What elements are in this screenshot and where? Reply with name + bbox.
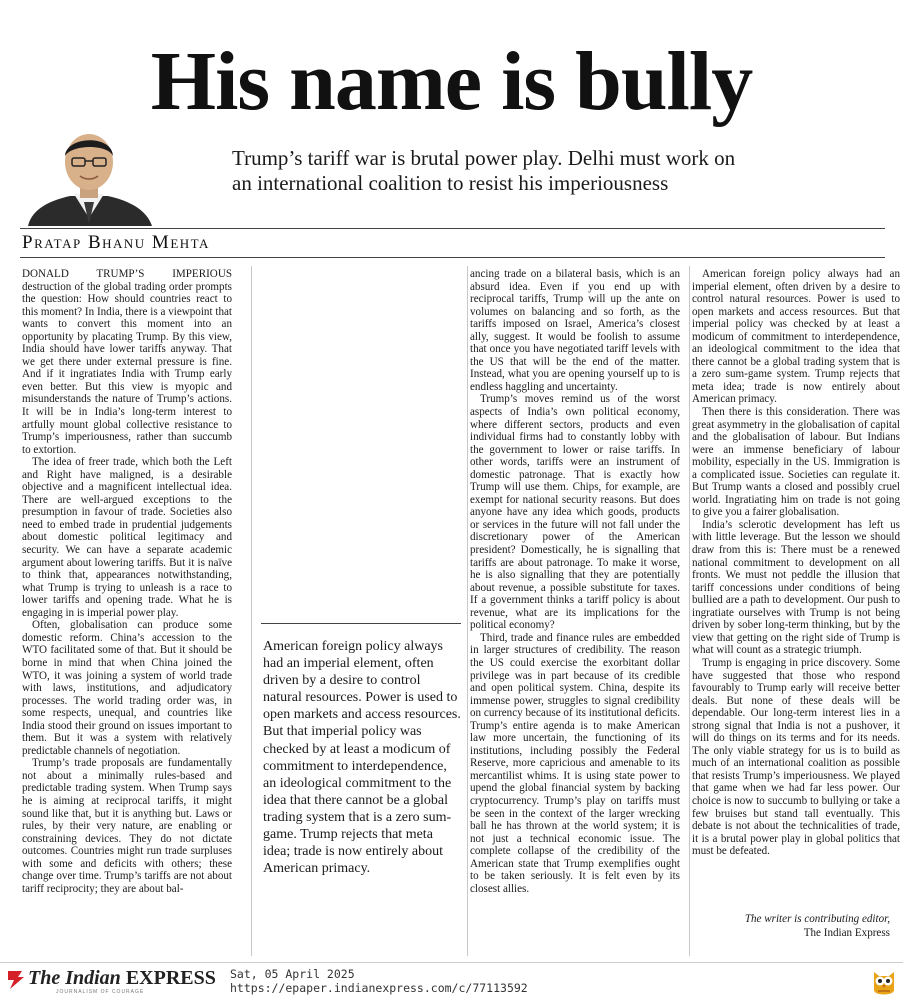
column-divider: [689, 266, 690, 956]
pullquote-rule: [261, 623, 461, 624]
owl-mascot-icon[interactable]: [870, 966, 898, 998]
signoff-publication: The Indian Express: [803, 927, 890, 939]
paragraph: Third, trade and finance rules are embedded in larger structures of credibility. The reason the US could exercise the exorbitant dollar privilege was in part because of its credible and open political system. China, despite its immense power, struggles to signal credibility on currency because of its institutional deficits. Trump’s entire agenda is to make American law more uncertain, the functioning of its institutions, including possibly the Federal Reserve, more capricious and amenable to its mercantilist whims. It is using state power to upend the global financial system by backing cryptocurrency. Trump’s play on tariffs must be seen in the context of the larger wrecking ball he has thrown at the world system; it is not just a technical economic issue. The complete collapse of the credibility of the American state that Trump exemplifies ought to be taken seriously. It is felt even by its closest allies.: [470, 631, 680, 895]
paragraph: The idea of freer trade, which both the Left and Right have maligned, is a desirable objective and a magnificent intellectual idea. There are well-argued exceptions to the presumption in favour of trade. Societies also need to embed trade in prudential judgements about domestic political legitimacy and security. We can have a separate academic argument about lowering tariffs. But it is naïve to think that, appearances notwithstanding, what Trump is trying to unleash is a race to lower tariffs and opening trade. What he is engaging in is imperial power play.: [22, 456, 232, 619]
paragraph: Trump’s moves remind us of the worst aspects of India’s own political economy, where different sectors, products and even individual firms had to constantly lobby with the government to lower or raise tariffs. In other words, tariffs were an instrument of domestic patronage. That is exactly how Trump will use them. Chips, for example, are exempt for national security reasons. But does anyone have any idea which goods, products or services in the future will not fall under the discretionary power of the American president? Domestically, he is signalling that tariffs are about patronage. To make it worse, he is also signalling that they are potentially about revenue, a possible substitute for taxes. If a government thinks a tariff policy is about revenue, what are its implications for the political economy?: [470, 393, 680, 632]
paragraph: American foreign policy always had an imperial element, often driven by a desire to control natural resources. Power is used to open markets and access resources. But that imperial policy was checked by at least a modicum of commitment to interdependence, an ideological commitment to the idea that there cannot be a global trading system that is a zero sum-game system. Trump rejects that meta idea; trade is now entirely about American primacy.: [692, 268, 900, 406]
logo-main: EXPRESS: [125, 967, 216, 989]
paragraph: India’s sclerotic development has left us with little leverage. But the lesson we should draw from this is: There must be a renewed national commitment to development on all fronts. We must not peddle the illusion that tariff concessions under conditions of being bullied are a path to development. Our push to ingratiate ourselves with Trump is not being driven by sober long-term thinking, but by the view that getting on the right side of Trump is what will count as a strategic triumph.: [692, 518, 900, 657]
article-column-3: [470, 268, 680, 895]
logo-tagline: JOURNALISM OF COURAGE: [56, 989, 145, 995]
edition-date: Sat, 05 April 2025: [230, 967, 355, 981]
byline: Pratap Bhanu Mehta: [22, 232, 210, 253]
byline-top-rule: [20, 228, 885, 229]
pullquote: American foreign policy always had an imperial element, often driven by a desire to control natural resources. Power is used to open markets and access resources. But that imperial policy was checked by at least a modicum of commitment to interdependence, an ideological commitment to the idea that there cannot be a global trading system that is a zero sum-game. Trump rejects that meta idea; trade is now entirely about American primacy.: [263, 639, 461, 877]
headline: His name is bully: [150, 35, 753, 128]
paragraph: Then there is this consideration. There was great asymmetry in the globalisation of capital and the globalisation of labour. But Indians were an immense beneficiary of labour mobility, especially in the US. Immigration is a complicated issue. Societies can regulate it. But Trump wants a closed and possibly cruel world. Ingratiating him on trade is not going to give you a fairer globalisation.: [692, 406, 900, 519]
column-divider: [467, 266, 468, 956]
logo-prefix: The Indian: [28, 967, 126, 989]
column-divider: [251, 266, 252, 956]
express-logo-icon: [6, 967, 26, 991]
article-deck: Trump’s tariff war is brutal power play. Delhi must work on an international coalition to resist his imperiousness: [232, 146, 736, 195]
paragraph: ancing trade on a bilateral basis, which is an absurd idea. Even if you end up with reciprocal tariffs, Trump will up the ante on volumes on balancing and so forth, as the tariffs imposed on Israel, America’s closest ally, suggest. It would be foolish to assume that once you have negotiated tariff levels with the US that will be the end of the matter. Instead, what you are opening yourself up to is endless haggling and uncertainty.: [470, 268, 680, 393]
edition-meta: [230, 967, 528, 995]
article-column-4: [692, 268, 900, 858]
author-portrait: [22, 128, 156, 226]
publication-logo[interactable]: [6, 967, 216, 995]
paragraph: Trump is engaging in price discovery. Some have suggested that those who respond favourably to Trump early will receive better deals. But none of these deals will be dependable. Our long-term interest lies in a strong signal that India is not a pushover, it will do things on its terms and for its needs. The only viable strategy for us is to build as much of an international coalition as possible that resists Trump’s imperiousness. We played that game when we had far less power. Our choice is now to succumb to bullying or take a few bruises but stand tall eventually. This debate is not about the technicalities of trade, it is a brutal power play in global politics that must be defeated.: [692, 656, 900, 858]
edition-url[interactable]: https://epaper.indianexpress.com/c/77113592: [230, 981, 528, 995]
author-signoff: [700, 912, 890, 940]
paragraph: DONALD TRUMP’S IMPERIOUS destruction of the global trading order prompts the question: How should countries react to this moment? In India, there is a viewpoint that wants to convert this moment into an opportunity by placating Trump. By this view, India should have lower tariffs anyway. That we get there under external pressure is fine. And if it ingratiates India with Trump early even better. But this view is myopic and misunderstands the nature of Trump’s actions. It will be in India’s long-term interest to artfully mount global collective resistance to Trump’s imperiousness, rather than succumb to extortion.: [22, 268, 232, 456]
footer-rule: [0, 962, 903, 963]
signoff-role: The writer is contributing editor,: [744, 913, 890, 925]
paragraph: Often, globalisation can produce some domestic reform. China’s accession to the WTO facilitated some of that. But it should be borne in mind that when China joined the WTO, it was joining a system of world trade with laws, institutions, and adjudicatory processes. The world trading order was, in some respects, unequal, and countries like India stood their ground on issues important to them. But it was a system with relatively predictable channels of negotiation.: [22, 619, 232, 757]
article-column-1: [22, 268, 232, 895]
byline-bottom-rule: [20, 257, 885, 258]
paragraph: Trump’s trade proposals are fundamentally not about a minimally rules-based and predictable trading system. When Trump says he is aiming at reciprocal tariffs, it might sound like that, but it is anything but. Laws or rules, by their very nature, are enabling or constraining devices. They do not dictate outcomes. Countries might run trade surpluses with some and deficits with others; these change over time. Trump’s tariffs are not about tariff reciprocity; they are about bal-: [22, 757, 232, 895]
